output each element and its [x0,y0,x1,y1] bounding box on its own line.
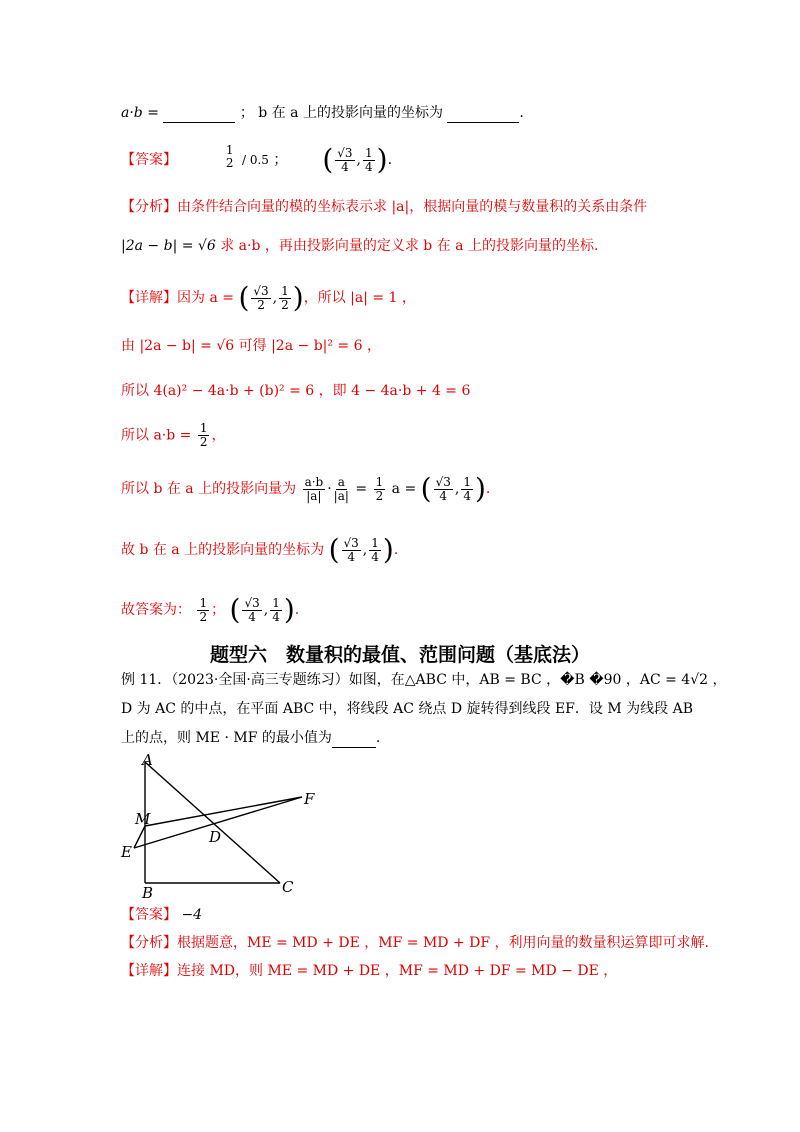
segment-MF [145,797,302,826]
analysis-line-2: |2a − b| = √6 求 a·b ，再由投影向量的定义求 b 在 a 上的投影向量的坐标. [121,238,599,254]
step-line-6: 故 b 在 a 上的投影向量的坐标为 ( $\frac{√3}{4}$ , $\frac{1}{4}$ ). [121,533,399,566]
point-M-label: M [135,810,151,828]
section-title: 题型六 数量积的最值、范围问题（基底法） [209,644,590,666]
answer-blank [447,108,519,123]
step-line-3: 所以 4(a)² − 4a·b + (b)² = 6 ，即 4 − 4a·b + 4 = 6 [121,383,471,399]
step-line-5: 所以 b 在 a 上的投影向量为 $\frac{a\cdot b}{|a|}$ · $\frac{a}{|a|}$ = $\frac{1}{2}$ a = ( $\frac{√3}{4}$ , $\frac{1}{4}$ ). [121,472,491,505]
answer-fraction: 1 2 [225,143,234,170]
detail-line-1: 【详解】因为 a = ( $\frac{√3}{2}$ , $\frac{1}{2}$ )，所以 |a| = 1 ， [121,281,416,314]
analysis-tag: 【分析】 [121,199,177,215]
step-line-2: 由 |2a − b| = √6 可得 |2a − b|² = 6 ， [121,338,381,354]
answer-tag: 【答案】 [121,152,177,168]
point-D-label: D [209,828,222,846]
dot-product-label: a·b = [121,105,159,121]
question-line: a·b = ； b 在 a 上的投影向量的坐标为 . [121,105,524,121]
detail-tag: 【详解】 [121,290,177,306]
step-line-4: 所以 a·b = $\frac{1}{2}$ ， [121,421,226,449]
detail2-line: 【详解】连接 MD，则 ME = MD + DE ，MF = MD + DF = MD − DE ， [121,963,618,979]
example-line-2: D 为 AC 的中点，在平面 ABC 中，将线段 AC 绕点 D 旋转得到线段 EF．设 M 为线段 AB [121,701,693,717]
example-line-3: 上的点，则 ME · MF 的最小值为 . [121,730,381,746]
answer2-line: 【答案】 −4 [121,907,203,923]
point-F-label: F [304,790,315,808]
analysis-line-1: 【分析】由条件结合向量的模的坐标表示求 |a|，根据向量的模与数量积的关系由条件 [121,199,648,215]
point-C-label: C [282,878,294,896]
coord-fraction: $\frac{√3}{4}$ [337,145,353,174]
point-E-label: E [121,843,132,861]
projection-question: ； b 在 a 上的投影向量的坐标为 [239,105,443,121]
example-line-1: 例 11．（2023·全国·高三专题练习）如图，在△ABC 中，AB = BC ，�B �90 ，AC = 4√2 ， [121,672,727,688]
answer-blank [332,733,376,748]
analysis2-line: 【分析】根据题意，ME = MD + DE ，MF = MD + DF ，利用向量的数量积运算即可求解. [121,935,709,951]
final-answer-line: 故答案为： $\frac{1}{2}$ ； ( $\frac{√3}{4}$ , $\frac{1}{4}$ ). [121,593,300,626]
point-A-label: A [142,751,153,769]
answer-line: 【答案】 1 2 / 0.5 ； ( $\frac{√3}{4}$ , $\frac{1}{4}$ ). [121,143,393,176]
answer-alt-value: / 0.5 [242,153,269,167]
triangle-figure [112,750,332,900]
point-B-label: B [142,884,154,900]
answer-blank [163,108,235,123]
